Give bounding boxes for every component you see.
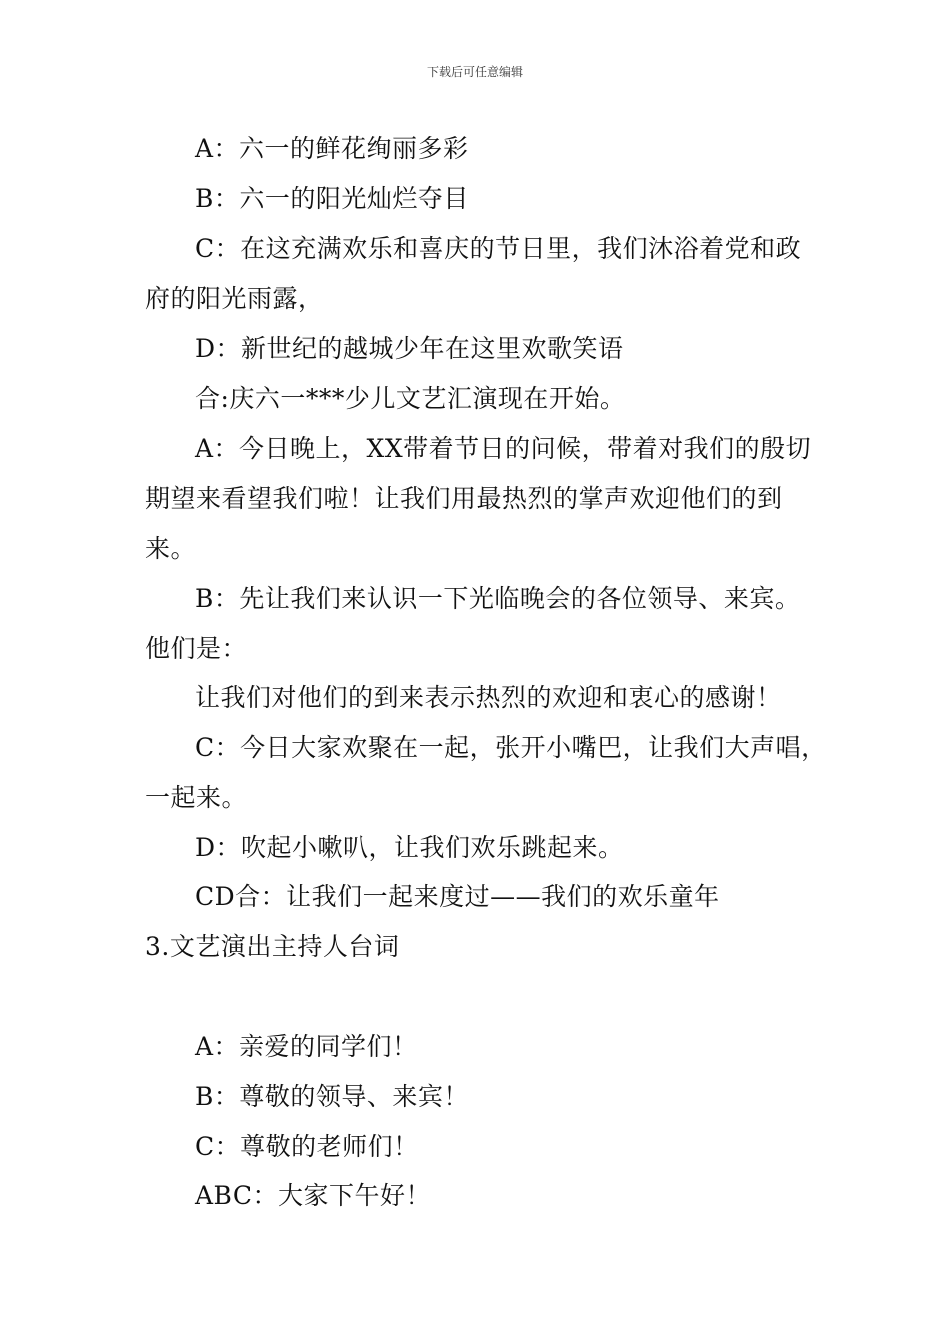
text-line: 一起来。 xyxy=(145,783,248,812)
text-line: 来。 xyxy=(145,534,197,563)
text-line: 他们是： xyxy=(145,634,248,663)
text-line: ABC：大家下午好！ xyxy=(195,1181,432,1210)
text-line: CD合：让我们一起来度过——我们的欢乐童年 xyxy=(195,882,720,911)
text-line: B：先让我们来认识一下光临晚会的各位领导、来宾。 xyxy=(195,584,801,613)
text-line: A：今日晚上，XX带着节日的问候，带着对我们的殷切 xyxy=(195,434,812,463)
text-line: A：亲爱的同学们！ xyxy=(195,1032,418,1061)
text-line: C：尊敬的老师们！ xyxy=(195,1132,419,1161)
text-line: A：六一的鲜花绚丽多彩 xyxy=(195,134,469,163)
text-line: D：新世纪的越城少年在这里欢歌笑语 xyxy=(195,334,624,363)
text-line: B：尊敬的领导、来宾！ xyxy=(195,1082,469,1111)
text-line: 期望来看望我们啦！让我们用最热烈的掌声欢迎他们的到 xyxy=(145,484,783,513)
page-header: 下载后可任意编辑 xyxy=(426,65,523,79)
section-heading: 3.文艺演出主持人台词 xyxy=(145,932,400,961)
text-line: D：吹起小嗽叭，让我们欢乐跳起来。 xyxy=(195,833,624,862)
text-line: C：在这充满欢乐和喜庆的节日里，我们沐浴着党和政 xyxy=(195,234,802,263)
text-line: C：今日大家欢聚在一起，张开小嘴巴，让我们大声唱， xyxy=(195,733,827,762)
text-line: 府的阳光雨露， xyxy=(145,284,324,313)
text-line: B：六一的阳光灿烂夺目 xyxy=(195,184,469,213)
text-line: 合:庆六一***少儿文艺汇演现在开始。 xyxy=(195,384,626,413)
text-line: 让我们对他们的到来表示热烈的欢迎和衷心的感谢！ xyxy=(195,683,782,712)
